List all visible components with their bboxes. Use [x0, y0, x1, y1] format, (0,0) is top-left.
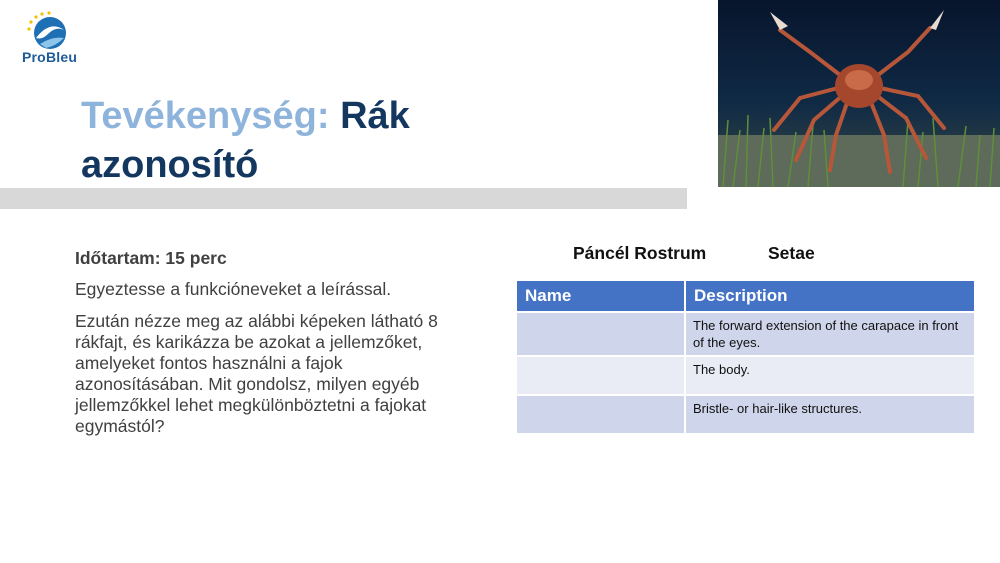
page-title	[81, 92, 521, 190]
description-cell: Bristle- or hair-like structures.	[685, 395, 975, 434]
table-row	[517, 312, 975, 356]
instruction-paragraph-2: Ezután nézze meg az alábbi képeken látható 8 rákfajt, és karikázza be azokat a jellemzőket, amelyeket fontos használni a fajok azonosításában. Mit gondolsz, milyen egyéb jellemzőkkel lehet megkülönböztetni a fajokat egymástól?	[75, 311, 438, 436]
instructions	[75, 248, 465, 448]
name-cell[interactable]	[517, 395, 685, 434]
name-cell[interactable]	[517, 312, 685, 356]
header-name: Name	[517, 281, 685, 312]
title-divider-bar	[0, 188, 687, 209]
description-cell: The body.	[685, 356, 975, 395]
crab-photo	[718, 0, 1000, 187]
table-row	[517, 395, 975, 434]
duration-label: Időtartam: 15 perc	[75, 248, 227, 268]
header-description: Description	[685, 281, 975, 312]
instruction-paragraph-1: Egyeztesse a funkcióneveket a leírással.	[75, 279, 392, 299]
description-cell: The forward extension of the carapace in front of the eyes.	[685, 312, 975, 356]
table-header-row	[517, 281, 975, 312]
matching-table	[517, 281, 976, 435]
term-carapace-rostrum: Páncél Rostrum	[573, 243, 707, 263]
title-main: Rák azonosító	[81, 95, 410, 186]
term-setae: Setae	[768, 243, 815, 263]
title-prefix: Tevékenység:	[81, 95, 330, 137]
logo-text: ProBleu	[22, 49, 78, 65]
name-cell[interactable]	[517, 356, 685, 395]
table-row	[517, 356, 975, 395]
